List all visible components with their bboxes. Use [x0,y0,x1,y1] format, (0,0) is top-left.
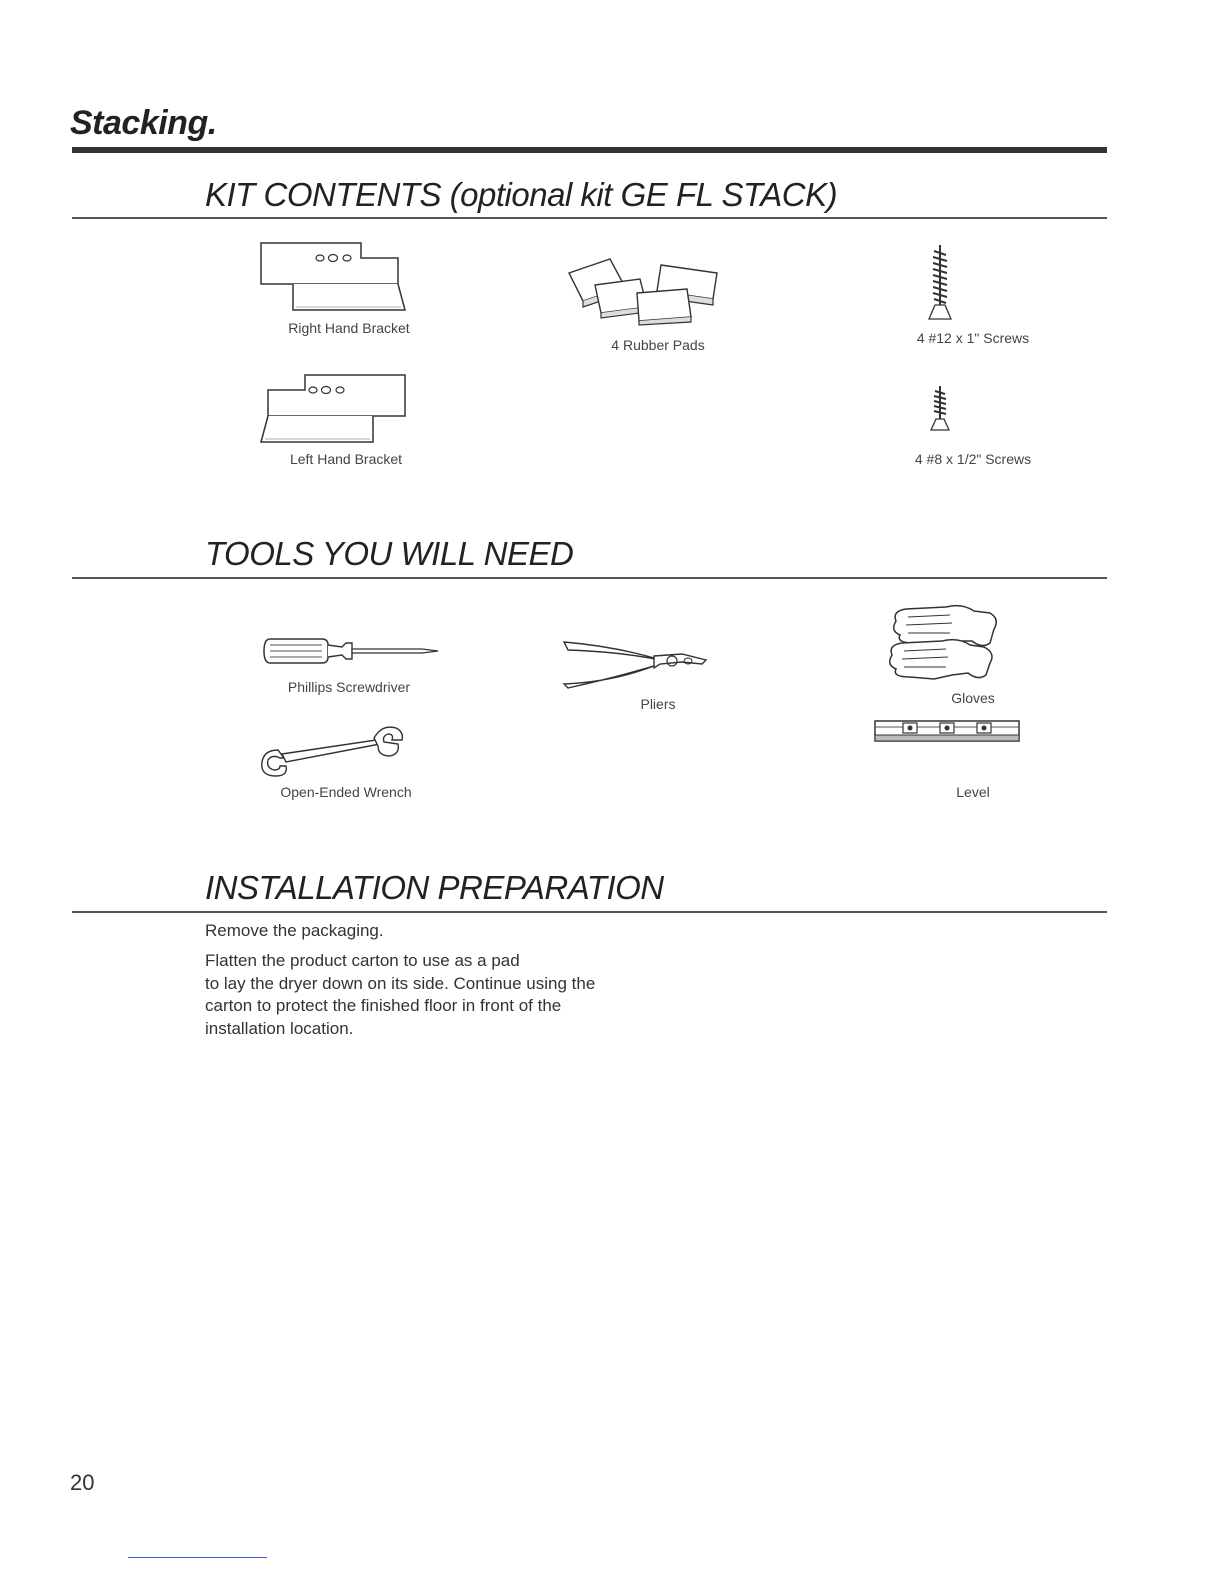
wrench-icon [256,722,406,780]
prep-paragraph-2 [205,950,595,1040]
gloves-icon [886,603,1002,683]
title-rule [72,147,1107,153]
prep-line: installation location. [205,1018,354,1038]
screw-icon [930,384,950,434]
installation-preparation-rule [72,911,1107,913]
level-icon [873,719,1021,745]
page-number: 20 [70,1470,95,1495]
screw-icon [927,243,953,323]
tools-rule [72,577,1107,579]
page-title: Stacking. [70,104,217,142]
kit-contents-rule [72,217,1107,219]
tool-item-label: Gloves [951,690,995,706]
bracket-left-icon [258,372,408,444]
tool-item-label: Open-Ended Wrench [280,784,412,800]
kit-contents-heading: KIT CONTENTS (optional kit GE FL STACK) [205,176,838,213]
bracket-right-icon [258,240,408,312]
screwdriver-icon [262,635,442,667]
kit-item-label: 4 Rubber Pads [611,337,705,353]
kit-item-label: Left Hand Bracket [289,451,403,467]
tools-heading: TOOLS YOU WILL NEED [205,535,574,572]
prep-line: to lay the dryer down on its side. Continue using the [205,973,596,993]
tool-item-label: Level [956,784,990,800]
prep-paragraph-1: Remove the packaging. [205,921,384,940]
kit-item-label: 4 #12 x 1" Screws [916,330,1030,346]
prep-line: carton to protect the finished floor in front of the [205,996,562,1015]
rubber-pads-icon [565,255,725,327]
kit-item-label: Right Hand Bracket [288,320,410,336]
pliers-icon [562,636,712,692]
kit-item-label: 4 #8 x 1/2" Screws [914,451,1032,467]
installation-preparation-heading: INSTALLATION PREPARATION [205,869,664,906]
prep-line: Flatten the product carton to use as a pad [205,951,520,970]
tool-item-label: Pliers [640,696,676,712]
footer-line [128,1557,267,1558]
tool-item-label: Phillips Screwdriver [287,679,411,695]
